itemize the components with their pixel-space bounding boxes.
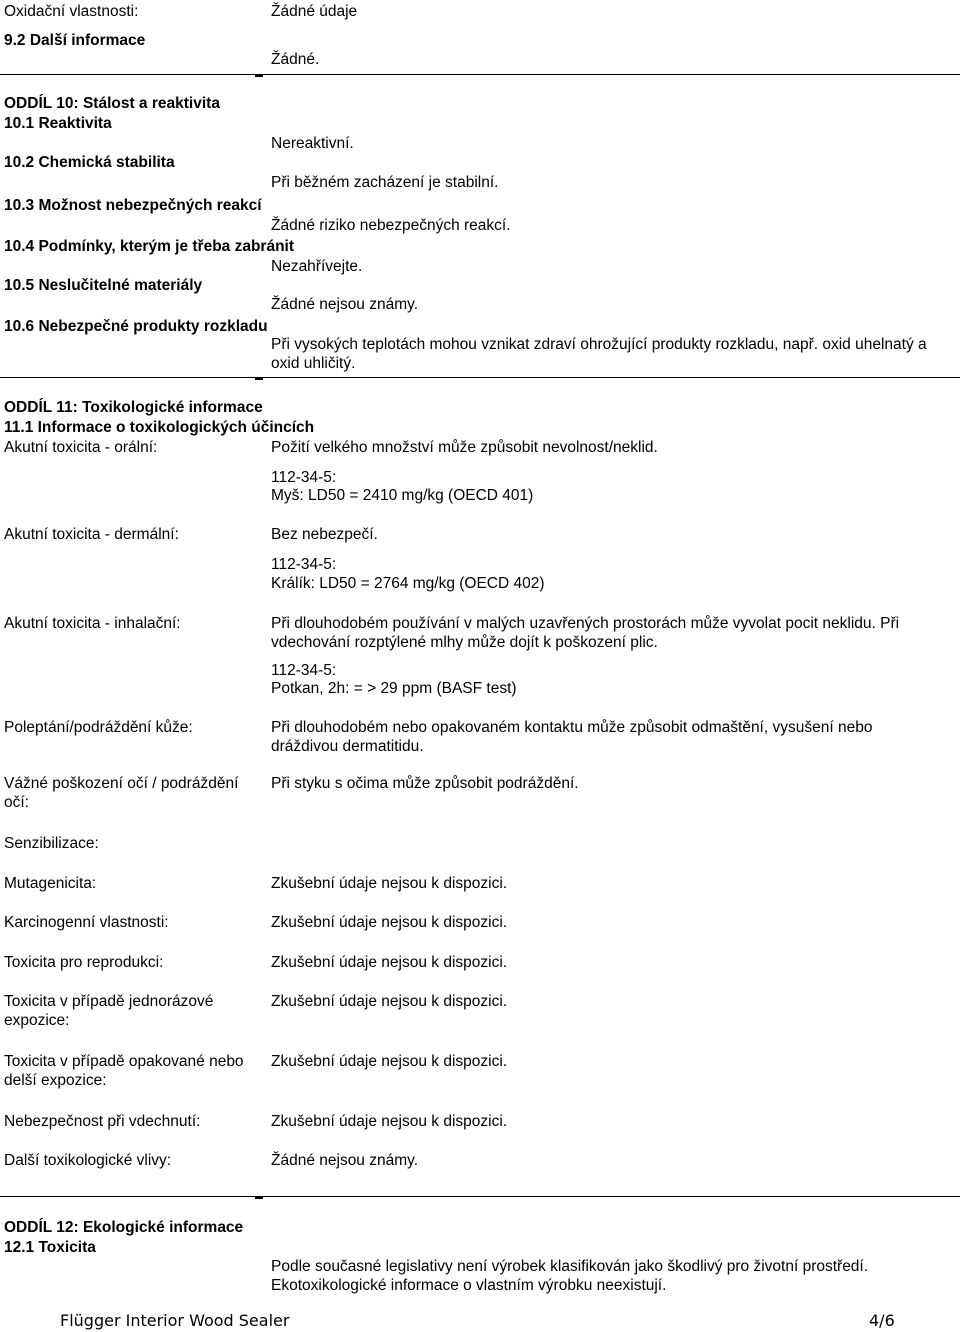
stot-repeated-label: Toxicita v případě opakované nebo delší expozice:	[4, 1053, 244, 1089]
acute-dermal-data: Králík: LD50 = 2764 mg/kg (OECD 402)	[271, 575, 545, 592]
aspiration-hazard-value: Zkušební údaje nejsou k dispozici.	[271, 1113, 508, 1130]
mutagenicity-label: Mutagenicita:	[4, 875, 97, 892]
stot-single-label: Toxicita v případě jednorázové expozice:	[4, 993, 214, 1029]
sensitisation-label: Senzibilizace:	[4, 835, 99, 852]
section-10-5-heading: 10.5 Neslučitelné materiály	[4, 277, 203, 294]
section-divider	[0, 377, 960, 378]
section-10-heading: ODDÍL 10: Stálost a reaktivita	[4, 95, 220, 112]
section-10-6-heading: 10.6 Nebezpečné produkty rozkladu	[4, 318, 268, 335]
section-10-1-heading: 10.1 Reaktivita	[4, 115, 112, 132]
section-9-2-heading: 9.2 Další informace	[4, 32, 146, 49]
carcinogenicity-label: Karcinogenní vlastnosti:	[4, 914, 169, 931]
other-effects-value: Žádné nejsou známy.	[271, 1152, 419, 1169]
section-10-4-heading: 10.4 Podmínky, kterým je třeba zabránit	[4, 238, 295, 255]
skin-corrosion-label: Poleptání/podráždění kůže:	[4, 719, 193, 736]
section-divider	[0, 1196, 960, 1197]
acute-oral-cas: 112-34-5:	[271, 469, 337, 486]
section-10-2-value: Při běžném zacházení je stabilní.	[271, 174, 499, 191]
section-11-heading: ODDÍL 11: Toxikologické informace	[4, 399, 263, 416]
section-12-heading: ODDÍL 12: Ekologické informace	[4, 1219, 244, 1236]
mutagenicity-value: Zkušební údaje nejsou k dispozici.	[271, 875, 508, 892]
carcinogenicity-value: Zkušební údaje nejsou k dispozici.	[271, 914, 508, 931]
acute-oral-value: Požití velkého množství může způsobit nevolnost/neklid.	[271, 439, 658, 456]
eye-damage-label: Vážné poškození očí / podráždění očí:	[4, 775, 239, 811]
reproductive-toxicity-label: Toxicita pro reprodukci:	[4, 954, 164, 971]
acute-inhalation-value: Při dlouhodobém používání v malých uzavřených prostorách může vyvolat pocit neklidu. Při vdechování rozptýlené mlhy může dojít k poškození plic.	[271, 615, 900, 651]
section-10-1-value: Nereaktivní.	[271, 135, 354, 152]
acute-oral-data: Myš: LD50 = 2410 mg/kg (OECD 401)	[271, 487, 534, 504]
acute-inhalation-data: Potkan, 2h: = > 29 ppm (BASF test)	[271, 680, 517, 697]
skin-corrosion-value: Při dlouhodobém nebo opakovaném kontaktu může způsobit odmaštění, vysušení nebo dráždivou dermatitidu.	[271, 719, 873, 755]
acute-oral-label: Akutní toxicita - orální:	[4, 439, 158, 456]
section-10-4-value: Nezahřívejte.	[271, 258, 363, 275]
section-9-2-value: Žádné.	[271, 51, 320, 68]
acute-dermal-value: Bez nebezpečí.	[271, 526, 378, 543]
acute-inhalation-label: Akutní toxicita - inhalační:	[4, 615, 181, 632]
acute-inhalation-cas: 112-34-5:	[271, 662, 337, 679]
stot-single-value: Zkušební údaje nejsou k dispozici.	[271, 993, 508, 1010]
other-effects-label: Další toxikologické vlivy:	[4, 1152, 172, 1169]
eye-damage-value: Při styku s očima může způsobit podráždění.	[271, 775, 579, 792]
section-12-1-value: Podle současné legislativy není výrobek klasifikován jako škodlivý pro životní prostředí. Ekotoxikologické informace o vlastním výrobku neexistují.	[271, 1258, 869, 1294]
oxidizing-properties-label: Oxidační vlastnosti:	[4, 3, 139, 20]
footer-product-name: Flügger Interior Wood Sealer	[60, 1311, 290, 1330]
footer-page-number: 4/6	[869, 1311, 895, 1330]
aspiration-hazard-label: Nebezpečnost při vdechnutí:	[4, 1113, 201, 1130]
section-divider	[0, 74, 960, 75]
section-10-2-heading: 10.2 Chemická stabilita	[4, 154, 175, 171]
section-10-6-value: Při vysokých teplotách mohou vznikat zdraví ohrožující produkty rozkladu, např. oxid uhelnatý a oxid uhličitý.	[271, 336, 927, 372]
section-12-1-heading: 12.1 Toxicita	[4, 1239, 96, 1256]
oxidizing-properties-value: Žádné údaje	[271, 3, 358, 20]
acute-dermal-cas: 112-34-5:	[271, 556, 337, 573]
section-10-3-value: Žádné riziko nebezpečných reakcí.	[271, 217, 511, 234]
section-11-1-heading: 11.1 Informace o toxikologických účincích	[4, 419, 315, 436]
section-10-5-value: Žádné nejsou známy.	[271, 296, 419, 313]
section-10-3-heading: 10.3 Možnost nebezpečných reakcí	[4, 197, 262, 214]
reproductive-toxicity-value: Zkušební údaje nejsou k dispozici.	[271, 954, 508, 971]
stot-repeated-value: Zkušební údaje nejsou k dispozici.	[271, 1053, 508, 1070]
acute-dermal-label: Akutní toxicita - dermální:	[4, 526, 179, 543]
